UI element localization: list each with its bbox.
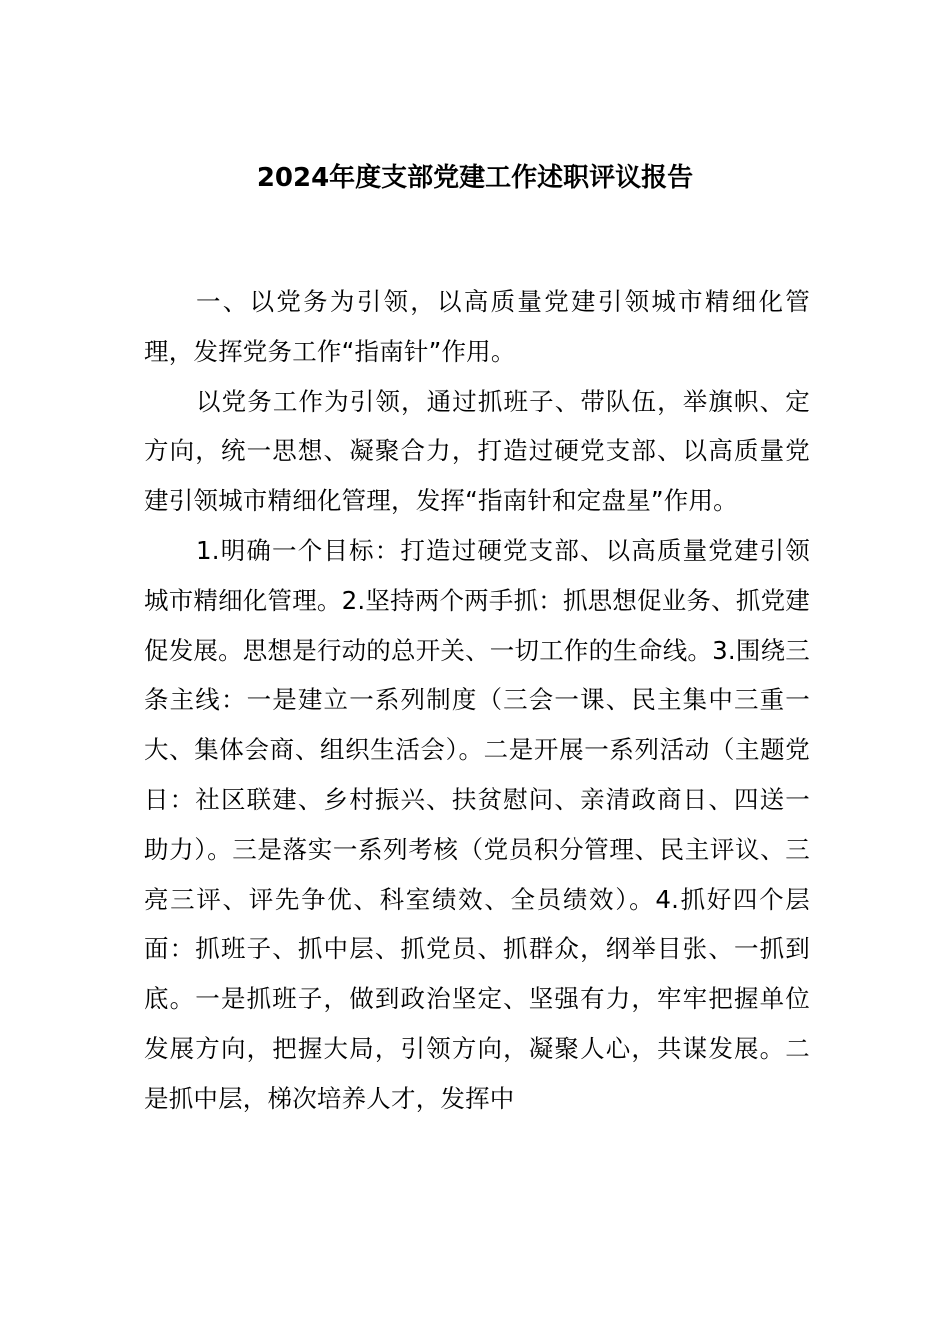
document-title: 2024年度支部党建工作述职评议报告: [256, 163, 694, 193]
intro-paragraph: 以党务工作为引领，通过抓班子、带队伍，举旗帜、定方向，统一思想、凝聚合力，打造过硬党支部、以高质量党建引领城市精细化管理，发挥“指南针和定盘星”作用。: [144, 386, 810, 516]
section-heading-paragraph: 一、以党务为引领，以高质量党建引领城市精细化管理，发挥党务工作“指南针”作用。: [144, 287, 810, 366]
detail-paragraph: 1.明确一个目标：打造过硬党支部、以高质量党建引领城市精细化管理。2.坚持两个两手抓：抓思想促业务、抓党建促发展。思想是行动的总开关、一切工作的生命线。3.围绕三条主线：一是建立一系列制度（三会一课、民主集中三重一大、集体会商、组织生活会）。二是开展一系列活动（主题党日：社区联建、乡村振兴、扶贫慰问、亲清政商日、四送一助力）。三是落实一系列考核（党员积分管理、民主评议、三亮三评、评先争优、科室绩效、全员绩效）。4.抓好四个层面：抓班子、抓中层、抓党员、抓群众，纲举目张、一抓到底。一是抓班子，做到政治坚定、坚强有力，牢牢把握单位发展方向，把握大局，引领方向，凝聚人心，共谋发展。二是抓中层，梯次培养人才，发挥中: [144, 535, 810, 1113]
document-body: [144, 277, 810, 1124]
